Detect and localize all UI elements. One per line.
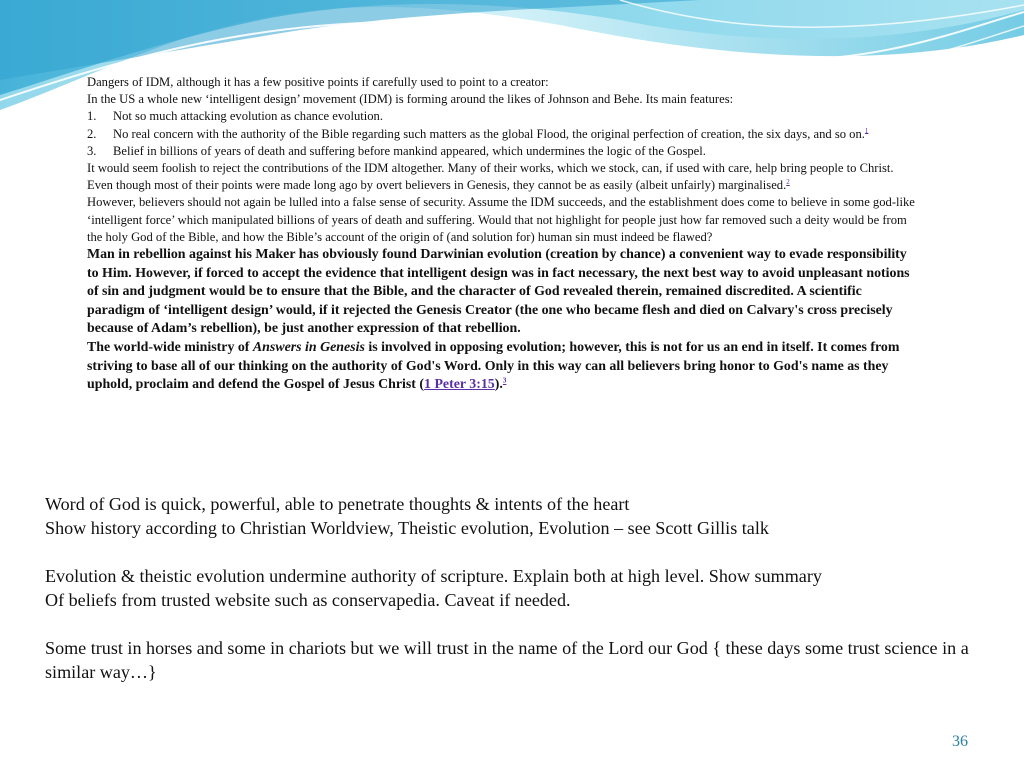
notes-line: Show history according to Christian Worldview, Theistic evolution, Evolution – see Scott Gillis talk xyxy=(45,518,769,538)
slide-body xyxy=(87,74,919,395)
footnote-link-1[interactable]: 1 xyxy=(864,126,869,135)
list-number: 2. xyxy=(87,126,97,141)
heading-text: Dangers of IDM, although it has a few positive points if carefully used to point to a creator: xyxy=(87,75,549,89)
notes-line: Evolution & theistic evolution undermine authority of scripture. Explain both at high level. Show summary xyxy=(45,566,822,586)
list-text: No real concern with the authority of the Bible regarding such matters as the global Flood, the original perfection of creation, the six days, and so on. xyxy=(113,126,865,141)
page-number: 36 xyxy=(952,733,968,750)
footnote-link-3[interactable]: 3 xyxy=(502,376,507,385)
bold-text: The world-wide ministry of xyxy=(87,340,253,355)
paragraph-text: It would seem foolish to reject the contributions of the IDM altogether. Many of their works, which we stock, can, if used with care, help bring people to Christ. Even though most of their points were made long ago by overt believers in Genesis, they cannot be as easily (albeit unfairly) marginalised. xyxy=(87,161,894,193)
bold-text: ). xyxy=(494,377,503,393)
speaker-notes xyxy=(45,492,1005,684)
list-item xyxy=(87,108,919,125)
paragraph-text: However, believers should not again be lulled into a false sense of security. Assume the IDM succeeds, and the establishment does come to believe in some god-like ‘intelligent force’ which manipulated billions of years of death and suffering. Would that not highlight for people just how far removed such a deity would be from the holy God of the Bible, and how the Bible’s account of the origin of (and solution for) human sin must indeed be flawed? xyxy=(87,195,915,244)
scripture-link[interactable]: 1 Peter 3:15 xyxy=(424,377,495,393)
notes-line: Word of God is quick, powerful, able to penetrate thoughts & intents of the heart xyxy=(45,494,630,514)
list-number: 1. xyxy=(87,109,97,124)
list-number: 3. xyxy=(87,143,97,158)
list-text: Belief in billions of years of death and suffering before mankind appeared, which undermines the logic of the Gospel. xyxy=(113,143,706,158)
intro-text: In the US a whole new ‘intelligent design’ movement (IDM) is forming around the likes of Johnson and Behe. Its main features: xyxy=(87,92,734,107)
bold-text: is involved in opposing evolution; however, this is not for us an end in itself. It comes from striving to base all of our thinking on the authority of God's Word. Only in this way can all believers bring honor to God's name as they uphold, proclaim and defend the Gospel of Jesus Christ ( xyxy=(87,340,900,393)
notes-line: Some trust in horses and some in chariots but we will trust in the name of the Lord our God { these days some trust science in a similar way…} xyxy=(45,638,969,682)
footnote-link-2[interactable]: 2 xyxy=(786,178,790,187)
list-item xyxy=(87,126,919,143)
notes-line: Of beliefs from trusted website such as conservapedia. Caveat if needed. xyxy=(45,590,571,610)
bold-paragraph: Man in rebellion against his Maker has obviously found Darwinian evolution (creation by chance) a convenient way to evade responsibility to Him. However, if forced to accept the evidence that intelligent design was in fact necessary, the next best way to avoid unpleasant notions of sin and judgment would be to ensure that the Bible, and the character of God revealed therein, remained discredited. A scientific paradigm of ‘intelligent design’ would, if it rejected the Genesis Creator (the one who became flesh and died on Calvary's cross precisely because of Adam’s rebellion), be just another expression of that rebellion. xyxy=(87,247,910,337)
list-item xyxy=(87,143,919,160)
list-text: Not so much attacking evolution as chance evolution. xyxy=(113,109,383,124)
paragraph xyxy=(87,160,919,194)
bold-paragraph-ministry xyxy=(87,339,919,395)
italic-title: Answers in Genesis xyxy=(252,340,365,355)
